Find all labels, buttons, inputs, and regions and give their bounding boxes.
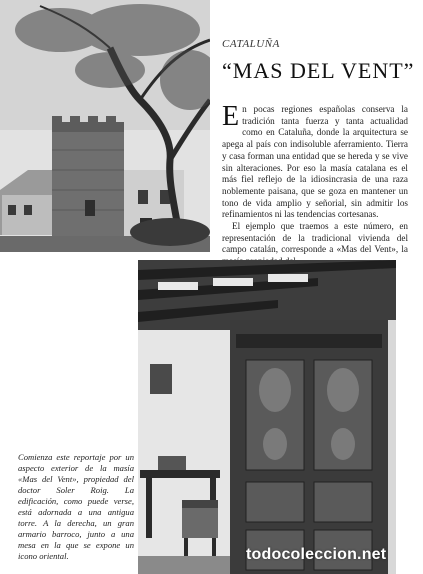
paragraph-2: El ejemplo que traemos a este número, en representación de la tradicional vivienda del campo catalán, corresponde a «Mas del Vent», la (222, 221, 408, 255)
photo-caption: Comienza este reportaje por un aspecto exterior de la masía «Mas del Vent», propiedad del doctor Soler Roig. La edificación, como puede verse, está adornada a una antigua torre. A la derecha, un gran armario barroco, junto a una mesa en la que se expone un icono oriental. (18, 452, 134, 561)
watermark-text: todocoleccion.net (246, 546, 387, 563)
farmhouse-tower-photo (0, 0, 210, 252)
section-kicker: CATALUÑA (222, 38, 280, 50)
drop-cap: E (222, 101, 240, 132)
article-body (222, 101, 408, 268)
article-title: “MAS DEL VENT” (222, 58, 415, 83)
paragraph-1 (222, 101, 408, 221)
paragraph-1-text: n pocas regiones españolas conserva la tradición tanta fuerza y tanta actualidad como en Cataluña, donde la arquitectura se apega al país con indisoluble aferramiento. Tierra y casa forman una entidad que se hereda y se vive sin alteraciones. Por eso la masía catalana es el más fiel reflejo de la idiosincrasia de una raza noblemente paisana, que se goza en mantener un tono de vida amplio y señorial, sin admitir los refinamientos ni las tendencias cortesanas. (222, 104, 408, 220)
baroque-cabinet-photo (138, 260, 396, 574)
